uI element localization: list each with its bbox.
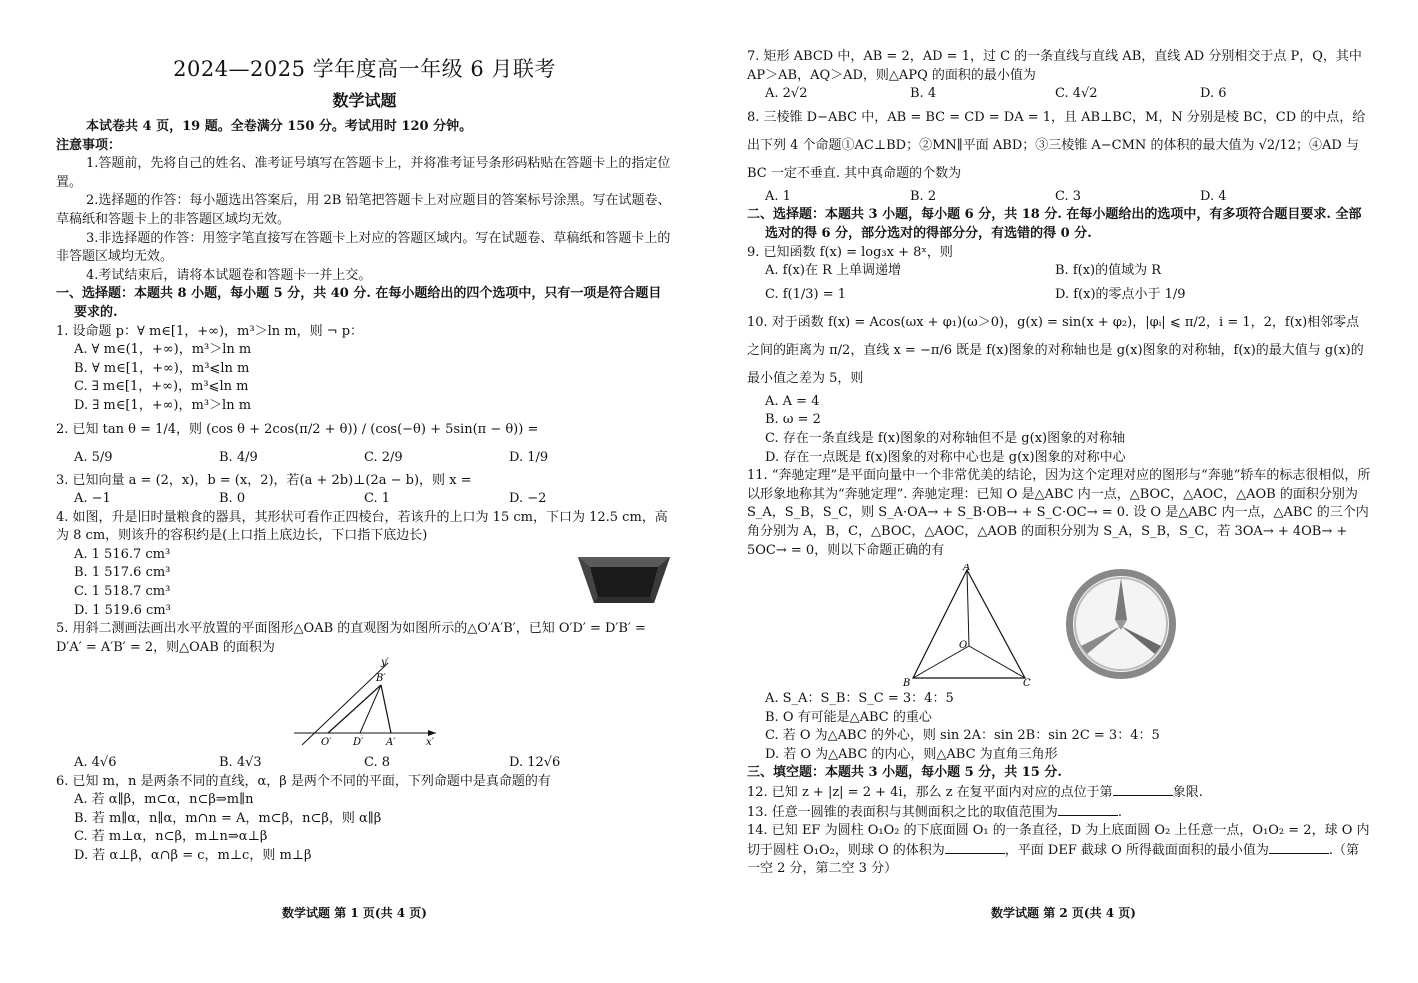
benz-logo-image <box>1061 564 1181 684</box>
option-a: A. 1 <box>765 188 791 204</box>
question-8 <box>747 104 1371 207</box>
option-d: D. 1/9 <box>509 449 549 465</box>
option-b: B. O 有可能是△ABC 的重心 <box>765 709 932 725</box>
question-stem: 2. 已知 tan θ = 1/4，则 (cos θ + 2cos(π/2 + θ)) / (cos(−θ) + 5sin(π − θ)) = <box>56 421 539 437</box>
page-2 <box>709 0 1418 983</box>
option-d: D. 4 <box>1200 188 1227 204</box>
exam-intro: 本试卷共 4 页，19 题。全卷满分 150 分。考试用时 120 分钟。 <box>86 119 473 134</box>
option-a: A. ∀ m∈(1，+∞)，m³＞ln m <box>74 342 252 358</box>
option-b: B. f(x)的值域为 R <box>1055 263 1162 279</box>
option-b: B. 4 <box>910 86 937 102</box>
question-stem: 10. 对于函数 f(x) = Acos(ωx + φ₁)(ω＞0)，g(x) = sin(x + φ₂)，|φᵢ| ⩽ π/2，i = 1，2，f(x)相邻零点之间的距离为 π/2，直线 x = −π/6 既是 f(x)图象的对称轴也是 g(x)图象的对称轴，f(x)的最大值与 g(x)的最小值之差为 5，则 <box>747 314 1364 386</box>
question-6 <box>56 773 673 866</box>
option-a: A. 若 α∥β，m⊂α，n⊂β⇒m∥n <box>74 792 254 808</box>
option-d: D. 6 <box>1200 86 1227 102</box>
option-c: C. 2/9 <box>364 449 403 465</box>
option-a: A. 5/9 <box>74 449 113 465</box>
fig-label-b: B <box>903 678 911 689</box>
answer-blank-2[interactable] <box>1269 841 1329 854</box>
option-c: C. f(1/3) = 1 <box>765 286 847 302</box>
question-stem: 11. “奔驰定理”是平面向量中一个非常优美的结论，因为这个定理对应的图形与“奔驰”轿车的标志很相似，所以形象地称其为“奔驰定理”. 奔驰定理：已知 O 是△ABC 内一点，△BOC，△AOC，△AOB 的面积分别为 S_A，S_B，S_C，则 S_A·OA→ + S_B·OB→ + S_C·OC→ = 0. 设 O 是△ABC 内一点，△ABC 的三个内角分别为 A，B，C，△BOC，△AOC，△AOB 的面积分别为 S_A，S_B，S_C，若 3OA→ + 4OB→ + 5OC→ = 0，则以下命题正确的有 <box>747 468 1371 558</box>
option-d: D. 若 O 为△ABC 的内心，则△ABC 为直角三角形 <box>765 746 1058 762</box>
option-c: C. 1 <box>364 491 391 507</box>
option-c: C. 3 <box>1055 188 1082 204</box>
question-stem: 8. 三棱锥 D−ABC 中，AB = BC = CD = DA = 1，且 AB⊥BC，M，N 分别是棱 BC，CD 的中点，给出下列 4 个命题①AC⊥BD；②MN∥平面 ABD；③三棱锥 A−CMN 的体积的最大值为 √2/12；④AD 与 BC 一定不垂直. 其中真命题的个数为 <box>747 109 1366 181</box>
question-stem: 1. 设命题 p：∀ m∈[1，+∞)，m³＞ln m，则 ¬ p： <box>56 323 364 339</box>
option-b: B. 若 m∥α，n∥α，m∩n = A，m⊂β，n⊂β，则 α∥β <box>74 810 382 826</box>
question-stem: 6. 已知 m，n 是两条不同的直线，α，β 是两个不同的平面，下列命题中是真命题的有 <box>56 773 551 789</box>
option-c: C. 若 m⊥α，n⊂β，m⊥n⇒α⊥β <box>74 829 268 845</box>
option-a: A. 4√6 <box>74 755 117 771</box>
option-d: D. 存在一点既是 f(x)图象的对称中心也是 g(x)图象的对称中心 <box>765 449 1126 465</box>
answer-blank[interactable] <box>1113 783 1173 796</box>
option-d: D. f(x)的零点小于 1/9 <box>1055 286 1186 302</box>
option-b: B. ω = 2 <box>765 412 821 428</box>
fig-label-a: A′ <box>386 737 396 748</box>
question-1 <box>56 323 673 416</box>
option-b: B. 4/9 <box>219 449 258 465</box>
note-3: 3.非选择题的作答：用签字笔直接写在答题卡上对应的答题区域内。写在试题卷、草稿纸和答题卡上的非答题区域均无效。 <box>56 230 671 265</box>
option-b: B. 1 517.6 cm³ <box>74 565 171 581</box>
option-b: B. 4√3 <box>219 755 262 771</box>
section-2-header: 二、选择题：本题共 3 小题，每小题 6 分，共 18 分. 在每小题给出的选项中，有多项符合题目要求. 全部选对的得 6 分，部分选对的得部分分，有选错的得 0 分. <box>747 207 1362 241</box>
exam-subtitle: 数学试题 <box>332 91 397 110</box>
option-a: A. A = 4 <box>765 393 820 409</box>
fig-label-o: O′ <box>321 737 332 748</box>
option-d: D. 若 α⊥β，α∩β = c，m⊥c，则 m⊥β <box>74 848 312 863</box>
question-stem: 3. 已知向量 a = (2，x)，b = (x，2)，若(a + 2b)⊥(2a − b)，则 x = <box>56 472 472 488</box>
option-d: D. 1 519.6 cm³ <box>74 602 171 618</box>
note-4: 4.考试结束后，请将本试题卷和答题卡一并上交。 <box>86 267 372 283</box>
option-a: A. 2√2 <box>765 86 808 102</box>
option-b: B. 0 <box>219 491 246 507</box>
section-1-header: 一、选择题：本题共 8 小题，每小题 5 分，共 40 分. 在每小题给出的四个选项中，只有一项是符合题目要求的. <box>56 286 662 320</box>
fig-label-b: B′ <box>376 673 386 685</box>
question-5 <box>56 620 673 772</box>
answer-blank-1[interactable] <box>945 841 1005 854</box>
question-3 <box>56 472 673 509</box>
option-c: C. 存在一条直线是 f(x)图象的对称轴但不是 g(x)图象的对称轴 <box>765 430 1126 446</box>
page-2-content <box>747 48 1371 879</box>
note-1: 1.答题前，先将自己的姓名、准考证号填写在答题卡上，并将准考证号条形码粘贴在答题卡上的指定位置。 <box>56 156 671 190</box>
page-1-content <box>56 52 673 866</box>
benz-triangle-figure <box>897 564 1037 688</box>
question-9 <box>747 244 1371 309</box>
oblique-drawing-figure <box>56 657 673 747</box>
question-13: 13. 任意一圆锥的表面积与其侧面积之比的取值范围为 . <box>747 804 1122 820</box>
answer-blank[interactable] <box>1058 803 1118 816</box>
question-stem: 5. 用斜二测画法画出水平放置的平面图形△OAB 的直观图为如图所示的△O′A′B′，已知 O′D′ = D′B′ = D′A′ = A′B′ = 2，则△OAB 的面积为 <box>56 621 646 655</box>
fig-label-c: C <box>1023 678 1031 689</box>
fig-label-a: A <box>963 564 971 574</box>
option-d: D. −2 <box>509 491 547 507</box>
option-a: A. f(x)在 R 上单调递增 <box>765 263 901 279</box>
option-d: D. ∃ m∈[1，+∞)，m³＞ln m <box>74 397 252 413</box>
page-2-footer: 数学试题 第 2 页(共 4 页) <box>991 906 1136 920</box>
option-a: A. 1 516.7 cm³ <box>74 546 171 562</box>
option-b: B. 2 <box>910 188 937 204</box>
question-4 <box>56 509 673 621</box>
question-stem: 4. 如图，升是旧时量粮食的器具，其形状可看作正四棱台，若该升的上口为 15 cm，下口为 12.5 cm，高为 8 cm，则该升的容积约是(上口指上底边长，下口指下底边长) <box>56 509 668 544</box>
notes-title: 注意事项： <box>56 137 122 153</box>
question-2 <box>56 416 673 472</box>
grain-measure-image <box>574 549 674 609</box>
question-stem: 9. 已知函数 f(x) = log₃x + 8ˣ，则 <box>747 244 953 260</box>
question-stem: 7. 矩形 ABCD 中，AB = 2，AD = 1，过 C 的一条直线与直线 AB，直线 AD 分别相交于点 P，Q，其中 AP＞AB，AQ＞AD，则△APQ 的面积的最小值为 <box>747 49 1362 83</box>
option-c: C. 4√2 <box>1055 86 1098 102</box>
option-c: C. ∃ m∈[1，+∞)，m³⩽ln m <box>74 379 249 395</box>
fig-label-y: y′ <box>381 657 389 669</box>
option-c: C. 1 518.7 cm³ <box>74 584 171 600</box>
question-10 <box>747 309 1371 467</box>
note-2: 2.选择题的作答：每小题选出答案后，用 2B 铅笔把答题卡上对应题目的答案标号涂黑。写在试题卷、草稿纸和答题卡上的非答题区域均无效。 <box>56 193 671 227</box>
question-7 <box>747 48 1371 104</box>
question-14: 14. 已知 EF 为圆柱 O₁O₂ 的下底面圆 O₁ 的一条直径，D 为上底面圆 O₂ 上任意一点，O₁O₂ = 2，球 O 内切于圆柱 O₁O₂，则球 O 的体积为 ，平面 DEF 截球 O 所得截面面积的最小值为 .（第一空 2 分，第二空 3 分） <box>747 823 1370 877</box>
fig-label-o: O <box>959 640 968 652</box>
option-a: A. −1 <box>74 491 111 507</box>
option-c: C. 若 O 为△ABC 的外心，则 sin 2A：sin 2B：sin 2C = 3：4：5 <box>765 728 1160 744</box>
question-11 <box>747 467 1371 764</box>
question-12: 12. 已知 z + |z| = 2 + 4i，那么 z 在复平面内对应的点位于第 象限. <box>747 785 1203 801</box>
fig-label-x: x′ <box>426 737 434 748</box>
exam-title: 2024—2025 学年度高一年级 6 月联考 <box>173 57 556 81</box>
option-a: A. S_A：S_B：S_C = 3：4：5 <box>765 691 954 707</box>
option-b: B. ∀ m∈[1，+∞)，m³⩽ln m <box>74 360 250 376</box>
page-1-footer: 数学试题 第 1 页(共 4 页) <box>282 906 427 920</box>
fig-label-d: D′ <box>353 737 364 748</box>
option-c: C. 8 <box>364 755 391 771</box>
option-d: D. 12√6 <box>509 755 561 771</box>
section-3-header: 三、填空题：本题共 3 小题，每小题 5 分，共 15 分. <box>747 765 1062 781</box>
